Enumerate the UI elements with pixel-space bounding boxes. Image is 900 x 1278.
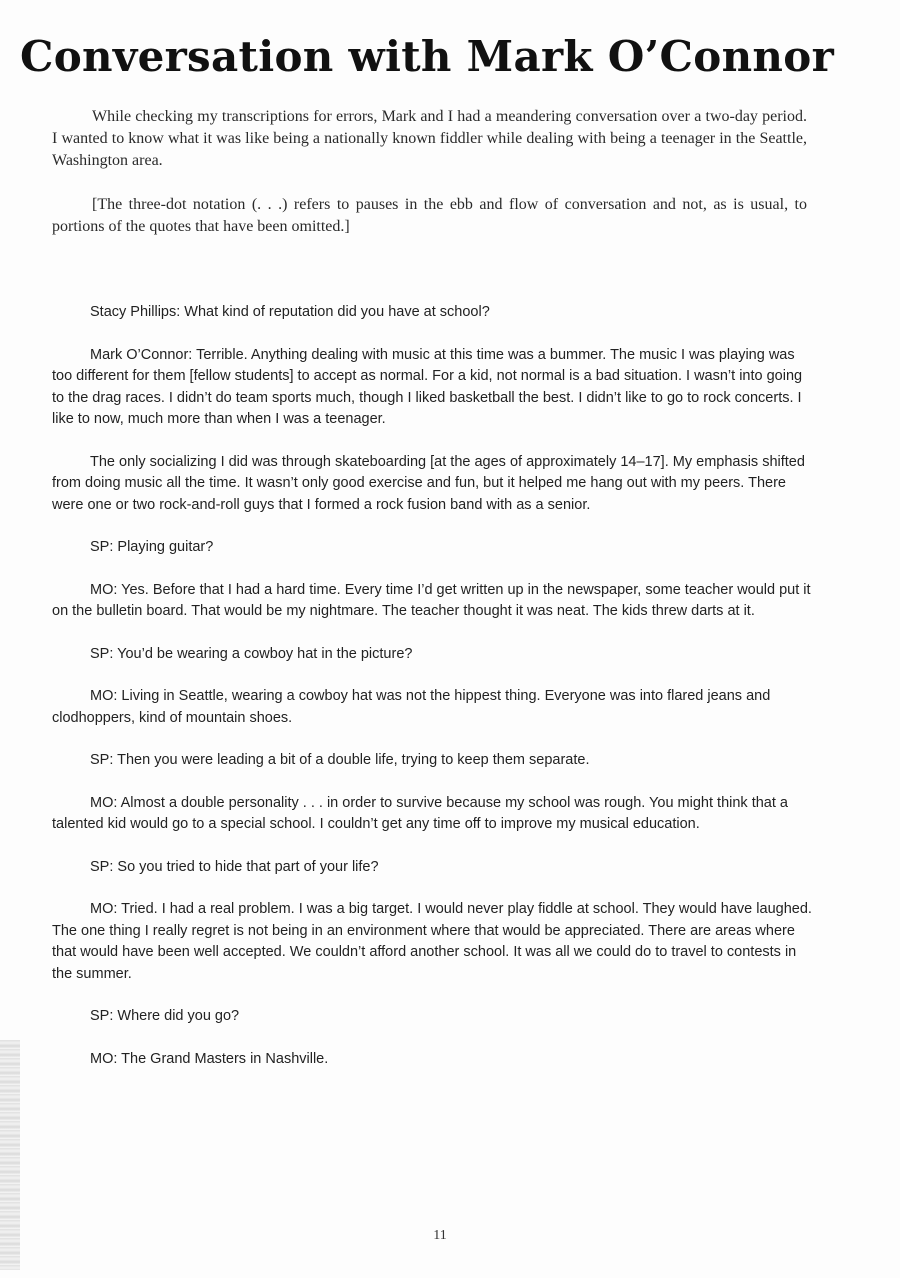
interview-paragraph: SP: Then you were leading a bit of a double life, trying to keep them separate. bbox=[90, 752, 590, 768]
intro-section bbox=[52, 106, 807, 260]
interview-paragraph: SP: Where did you go? bbox=[90, 1008, 240, 1024]
interview-paragraph: Stacy Phillips: What kind of reputation did you have at school? bbox=[90, 304, 490, 320]
interview-paragraph: SP: Playing guitar? bbox=[90, 539, 214, 555]
interview-paragraph: SP: You’d be wearing a cowboy hat in the picture? bbox=[90, 645, 413, 662]
interview-paragraph: MO: The Grand Masters in Nashville. bbox=[90, 1050, 329, 1067]
interview-paragraph: SP: So you tried to hide that part of your life? bbox=[90, 858, 379, 875]
interview-paragraph: MO: Almost a double personality . . . in order to survive because my school was rough. You might think that a talented kid would go to a special school. I couldn’t get any time off to improve my musical education. bbox=[52, 794, 788, 832]
interview-section bbox=[52, 302, 812, 1091]
intro-note-paragraph: [The three-dot notation (. . .) refers to pauses in the ebb and flow of conversation and not, as is usual, to portions of the quotes that have been omitted.] bbox=[52, 196, 807, 235]
interview-paragraph: Mark O’Connor: Terrible. Anything dealing with music at this time was a bummer. The music I was playing was too different for them [fellow students] to accept as normal. For a kid, not normal is a bad situation. I wasn’t into going to the drag races. I didn’t do team sports much, though I liked basketball the best. I didn’t like to go to rock concerts. I like to now, much more than when I was a teenager. bbox=[52, 346, 803, 427]
page-title: Conversation with Mark O’Connor bbox=[20, 32, 835, 81]
interview-paragraph: MO: Living in Seattle, wearing a cowboy hat was not the hippest thing. Everyone was into flared jeans and clodhoppers, kind of mountain shoes. bbox=[52, 688, 771, 726]
interview-paragraph: MO: Yes. Before that I had a hard time. Every time I’d get written up in the newspaper, some teacher would put it on the bulletin board. That would be my nightmare. The teacher thought it was neat. The kids threw darts at it. bbox=[52, 581, 811, 619]
interview-paragraph: The only socializing I did was through skateboarding [at the ages of approximately 14–17]. My emphasis shifted from doing music all the time. It wasn’t only good exercise and fun, but it helped me hang out with my peers. There were one or two rock-and-roll guys that I formed a rock fusion band with as a senior. bbox=[52, 453, 805, 513]
interview-paragraph: MO: Tried. I had a real problem. I was a big target. I would never play fiddle at school. They would have laughed. The one thing I really regret is not being in an environment where that would be appreciated. There are areas where that would have been well accepted. We couldn’t afford another school. It was all we could do to travel to contests in the summer. bbox=[52, 901, 812, 982]
intro-paragraph: While checking my transcriptions for errors, Mark and I had a meandering conversation over a two-day period. I wanted to know what it was like being a nationally known fiddler while dealing with being a teenager in the Seattle, Washington area. bbox=[52, 108, 807, 169]
scan-edge-artifact bbox=[0, 1040, 20, 1270]
page-number: 11 bbox=[433, 1228, 447, 1243]
